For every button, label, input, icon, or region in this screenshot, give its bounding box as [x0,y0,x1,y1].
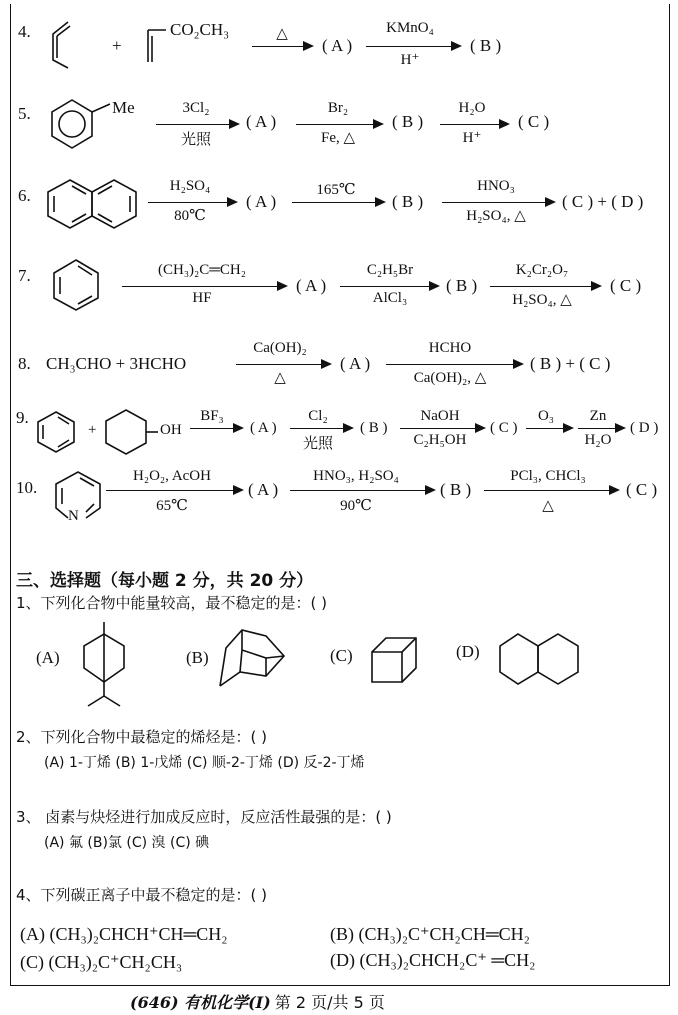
product: ( A ) [340,354,371,373]
butadiene-structure [48,20,98,70]
reaction-arrow [526,428,572,429]
product: ( C ) [626,480,658,499]
product: ( C ) [610,276,642,295]
question-2-options: (A) 1-丁烯 (B) 1-戊烯 (C) 顺-2-丁烯 (D) 反-2-丁烯 [44,755,365,771]
product: ( C ) [518,112,550,131]
condition-bottom: △ [542,498,554,514]
item-number: 5. [18,104,31,123]
plus-sign: + [112,36,122,55]
condition-bottom: HF [192,290,212,306]
question-4: 4、下列碳正离子中最不稳定的是：( ) [16,886,268,904]
bicyclic-structure-a [74,620,144,720]
condition-top: NaOH [420,408,460,424]
reaction-arrow [252,46,312,47]
condition-top: (CH₃)₂C═CH₂ [158,262,246,278]
question-2: 2、下列化合物中最稳定的烯烃是：( ) [16,728,268,746]
condition-top: KMnO₄ [386,20,434,36]
condition-bottom: H⁺ [462,130,482,146]
condition-top: Ca(OH)₂ [253,340,307,356]
condition-top: △ [276,26,288,42]
decalin-structure [498,632,582,688]
condition-top: H₂SO₄ [169,178,211,194]
item-number: 7. [18,266,31,285]
condition-top: HCHO [428,340,472,356]
condition-top: H₂O₂, AcOH [133,468,211,484]
condition-bottom: 90℃ [340,498,372,514]
substituent: Me [112,98,135,117]
plus-sign: + [88,422,97,438]
condition-bottom: 80℃ [174,208,206,224]
benzene-structure [50,258,102,312]
condition-top: Zn [589,408,607,424]
product: ( C ) + ( D ) [562,192,644,211]
handwritten-course-code: (646) 有机化学(Ⅰ) [130,993,271,1012]
reaction-arrow [440,124,508,125]
question-1: 1、下列化合物中能量较高，最不稳定的是：( ) [16,594,328,612]
product: ( A ) [296,276,327,295]
condition-bottom: C₂H₅OH [413,432,467,448]
cyclohexanol-structure [102,408,158,456]
item-number: 4. [18,22,31,41]
product: ( B ) [470,36,502,55]
question-4-option-d: (D) (CH₃)₂CHCH₂C⁺ ═CH₂ [330,950,536,970]
reaction-arrow [190,428,242,429]
substituent: OH [160,422,182,438]
product: ( C ) [490,420,518,436]
condition-bottom: Fe, △ [320,130,356,146]
condition-top: HNO₃, H₂SO₄ [313,468,399,484]
condition-bottom: H₂O [584,432,612,448]
adamantane-structure [216,626,288,690]
reaction-arrow [236,364,330,365]
reaction-arrow [106,490,242,491]
page-number: 第 2 页/共 5 页 [274,993,385,1012]
product: ( A ) [248,480,279,499]
question-4-option-a: (A) (CH₃)₂CHCH⁺CH═CH₂ [20,924,228,944]
product: ( B ) + ( C ) [530,354,611,373]
reaction-arrow [400,428,484,429]
product: ( A ) [246,192,277,211]
product: ( A ) [322,36,353,55]
condition-top: K₂Cr₂O₇ [515,262,569,278]
condition-bottom: △ [274,370,286,386]
item-number: 9. [16,408,29,427]
option-c-label: (C) [330,646,353,665]
condition-top: 165℃ [316,182,356,198]
question-4-option-b: (B) (CH₃)₂C⁺CH₂CH═CH₂ [330,924,530,944]
condition-bottom: Ca(OH)₂, △ [413,370,487,386]
condition-top: Br₂ [327,100,349,116]
toluene-structure [48,98,108,150]
nitrogen-atom: N [68,508,79,524]
condition-top: Cl₂ [308,408,328,424]
section-title: 三、选择题（每小题 2 分，共 20 分） [16,571,314,591]
condition-bottom: 65℃ [156,498,188,514]
cubane-structure [370,636,420,686]
question-3-options: (A) 氟 (B)氯 (C) 溴 (C) 碘 [44,835,210,851]
reaction-arrow [148,202,236,203]
substituent: CO₂CH₃ [170,20,230,39]
option-a-label: (A) [36,648,60,667]
condition-top: HNO₃ [477,178,515,194]
condition-bottom: 光照 [302,434,334,452]
reaction-arrow [386,364,522,365]
condition-bottom: H⁺ [400,52,420,68]
condition-bottom: AlCl₃ [372,290,408,306]
product: ( B ) [360,420,388,436]
item-number: 10. [16,478,38,497]
condition-top: H₂O [458,100,486,116]
condition-bottom: H₂SO₄, △ [466,208,526,224]
reaction-arrow [490,286,600,287]
condition-top: 3Cl₂ [182,100,210,116]
benzene-structure [34,410,80,454]
product: ( B ) [392,112,424,131]
product: ( D ) [630,420,659,436]
reaction-arrow [442,202,554,203]
question-3: 3、 卤素与炔烃进行加成反应时，反应活性最强的是：( ) [16,808,392,826]
product: ( B ) [392,192,424,211]
condition-top: C₂H₅Br [366,262,414,278]
item-number: 8. [18,354,31,373]
condition-bottom: H₂SO₄, △ [512,292,572,308]
condition-top: BF₃ [200,408,224,424]
reactants: CH₃CHO + 3HCHO [46,354,187,373]
reaction-arrow [484,490,618,491]
reaction-arrow [340,286,438,287]
product: ( B ) [440,480,472,499]
reaction-arrow [290,490,434,491]
reaction-arrow [290,428,352,429]
pyridine-structure [54,470,104,522]
question-4-option-c: (C) (CH₃)₂C⁺CH₂CH₃ [20,952,183,972]
product: ( B ) [446,276,478,295]
reaction-arrow [296,124,382,125]
page-footer [130,990,385,1013]
condition-bottom: 光照 [180,130,212,148]
reaction-arrow [156,124,238,125]
condition-top: O₃ [537,408,555,424]
option-d-label: (D) [456,642,480,661]
reaction-arrow [122,286,286,287]
reaction-arrow [292,202,384,203]
product: ( A ) [250,420,277,436]
naphthalene-structure [46,178,142,228]
reaction-arrow [366,46,460,47]
reaction-arrow [578,428,624,429]
item-number: 6. [18,186,31,205]
option-b-label: (B) [186,648,209,667]
condition-top: PCl₃, CHCl₃ [510,468,586,484]
product: ( A ) [246,112,277,131]
